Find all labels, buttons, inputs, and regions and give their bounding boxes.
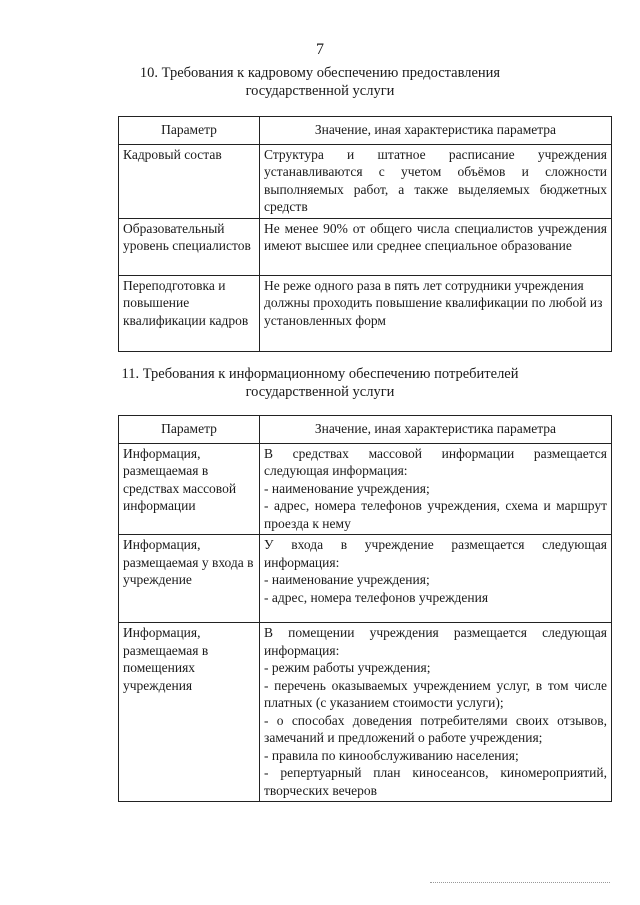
value-line: - правила по кинообслуживанию населения;: [264, 747, 519, 763]
column-header-value: Значение, иная характеристика параметра: [260, 117, 612, 145]
value-line: В помещении учреждения размещается следующая информация:: [264, 625, 607, 658]
column-header-param: Параметр: [119, 117, 260, 145]
value-line: - перечень оказываемых учреждением услуг, в том числе платных (с указанием стоимости услуги);: [264, 677, 607, 710]
value-line: - адрес, номера телефонов учреждения: [264, 589, 489, 605]
row-value: [260, 535, 612, 623]
section-11-title-line-1: 11. Требования к информационному обеспечению потребителей: [121, 366, 519, 382]
row-param: Переподготовка и повышение квалификации кадров: [119, 275, 260, 351]
table-row: [119, 144, 612, 218]
row-param: Информация, размещаемая в средствах массовой информации: [119, 443, 260, 535]
row-param: Информация, размещаемая у входа в учреждение: [119, 535, 260, 623]
section-10-title: [110, 64, 530, 100]
row-value: Не менее 90% от общего числа специалистов учреждения имеют высшее или среднее специальное образование: [260, 218, 612, 275]
table-row: [119, 275, 612, 351]
value-line: - наименование учреждения;: [264, 572, 430, 587]
table-header-row: [119, 416, 612, 444]
information-requirements-table: [118, 415, 612, 802]
table-row: [119, 443, 612, 535]
table-row: [119, 623, 612, 802]
row-param: Кадровый состав: [119, 144, 260, 218]
column-header-value: Значение, иная характеристика параметра: [260, 416, 612, 444]
value-line: У входа в учреждение размещается следующая информация:: [264, 537, 607, 570]
table-row: [119, 535, 612, 623]
row-param: Образовательный уровень специалистов: [119, 218, 260, 275]
value-line: - о способах доведения потребителями своих отзывов, замечаний и предложений о работе учреждения;: [264, 712, 607, 745]
row-value: [260, 623, 612, 802]
staffing-requirements-table: [118, 116, 612, 352]
section-10-title-line-1: 10. Требования к кадровому обеспечению предоставления: [139, 65, 501, 81]
footer-dotted-line: [430, 882, 610, 885]
table-header-row: [119, 117, 612, 145]
value-line: - режим работы учреждения;: [264, 660, 431, 675]
section-10-title-line-2: государственной услуги: [245, 83, 395, 99]
section-11-title: [110, 365, 530, 401]
column-header-param: Параметр: [119, 416, 260, 444]
page-number: 7: [316, 41, 324, 58]
table-row: [119, 218, 612, 275]
value-line: - адрес, номера телефонов учреждения, схема и маршрут проезда к нему: [264, 498, 607, 531]
value-line: - репертуарный план киносеансов, киномероприятий, творческих вечеров: [264, 765, 607, 798]
value-line: - наименование учреждения;: [264, 480, 430, 496]
row-value: Структура и штатное расписание учреждения устанавливаются с учетом объёмов и сложности выполняемых работ, а также выделяемых бюджетных средств: [260, 144, 612, 218]
section-11-title-line-2: государственной услуги: [245, 384, 395, 400]
row-param: Информация, размещаемая в помещениях учреждения: [119, 623, 260, 802]
row-value: [260, 443, 612, 535]
value-line: В средствах массовой информации размещается следующая информация:: [264, 445, 607, 478]
row-value: Не реже одного раза в пять лет сотрудники учреждения должны проходить повышение квалификации по любой из установленных форм: [260, 275, 612, 351]
